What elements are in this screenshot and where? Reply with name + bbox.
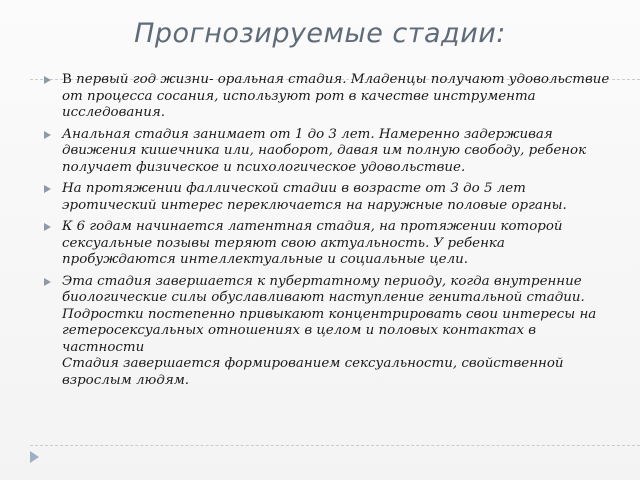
- slide-title: Прогнозируемые стадии:: [134, 18, 506, 49]
- triangle-bullet-icon: [44, 185, 51, 193]
- item-subtext: Стадия завершается формированием сексуальности, свойственной взрослым людям.: [62, 356, 564, 388]
- item-text: Эта стадия завершается к пубертатному периоду, когда внутренние биологические силы обуславливают наступление генитальной стадии. Подростки постепенно привыкают концентрировать свои интересы на гетеросексуальных отношениях в целом и половых контактах в частности: [62, 273, 597, 355]
- stages-list: [44, 72, 620, 394]
- triangle-bullet-icon: [44, 131, 51, 139]
- triangle-bullet-icon: [44, 76, 51, 84]
- item-text: На протяжении фаллической стадии в возрасте от 3 до 5 лет эротический интерес переключается на наружные половые органы.: [62, 181, 567, 213]
- item-text: К 6 годам начинается латентная стадия, на протяжении которой сексуальные позывы теряют свою актуальность. У ребенка пробуждаются интеллектуальные и социальные цели.: [62, 219, 563, 267]
- next-slide-arrow-icon[interactable]: [30, 451, 39, 463]
- bottom-divider: [30, 445, 640, 446]
- item-text: Анальная стадия занимает от 1 до 3 лет. Намеренно задерживая движения кишечника или, наоборот, давая им полную свободу, ребенок получает физическое и психологическое удовольствие.: [62, 126, 587, 175]
- list-item-anal-stage: [44, 127, 620, 177]
- triangle-bullet-icon: [44, 278, 51, 286]
- triangle-bullet-icon: [44, 223, 51, 231]
- item-lead-word: В: [62, 72, 72, 87]
- list-item-phallic-stage: [44, 181, 620, 214]
- list-item-latent-stage: [44, 219, 620, 269]
- list-item-genital-stage: [44, 274, 620, 390]
- list-item-oral-stage: [44, 72, 620, 122]
- item-text: первый год жизни- оральная стадия. Младенцы получают удовольствие от процесса сосания, используют рот в качестве инструмента исследования.: [62, 72, 610, 120]
